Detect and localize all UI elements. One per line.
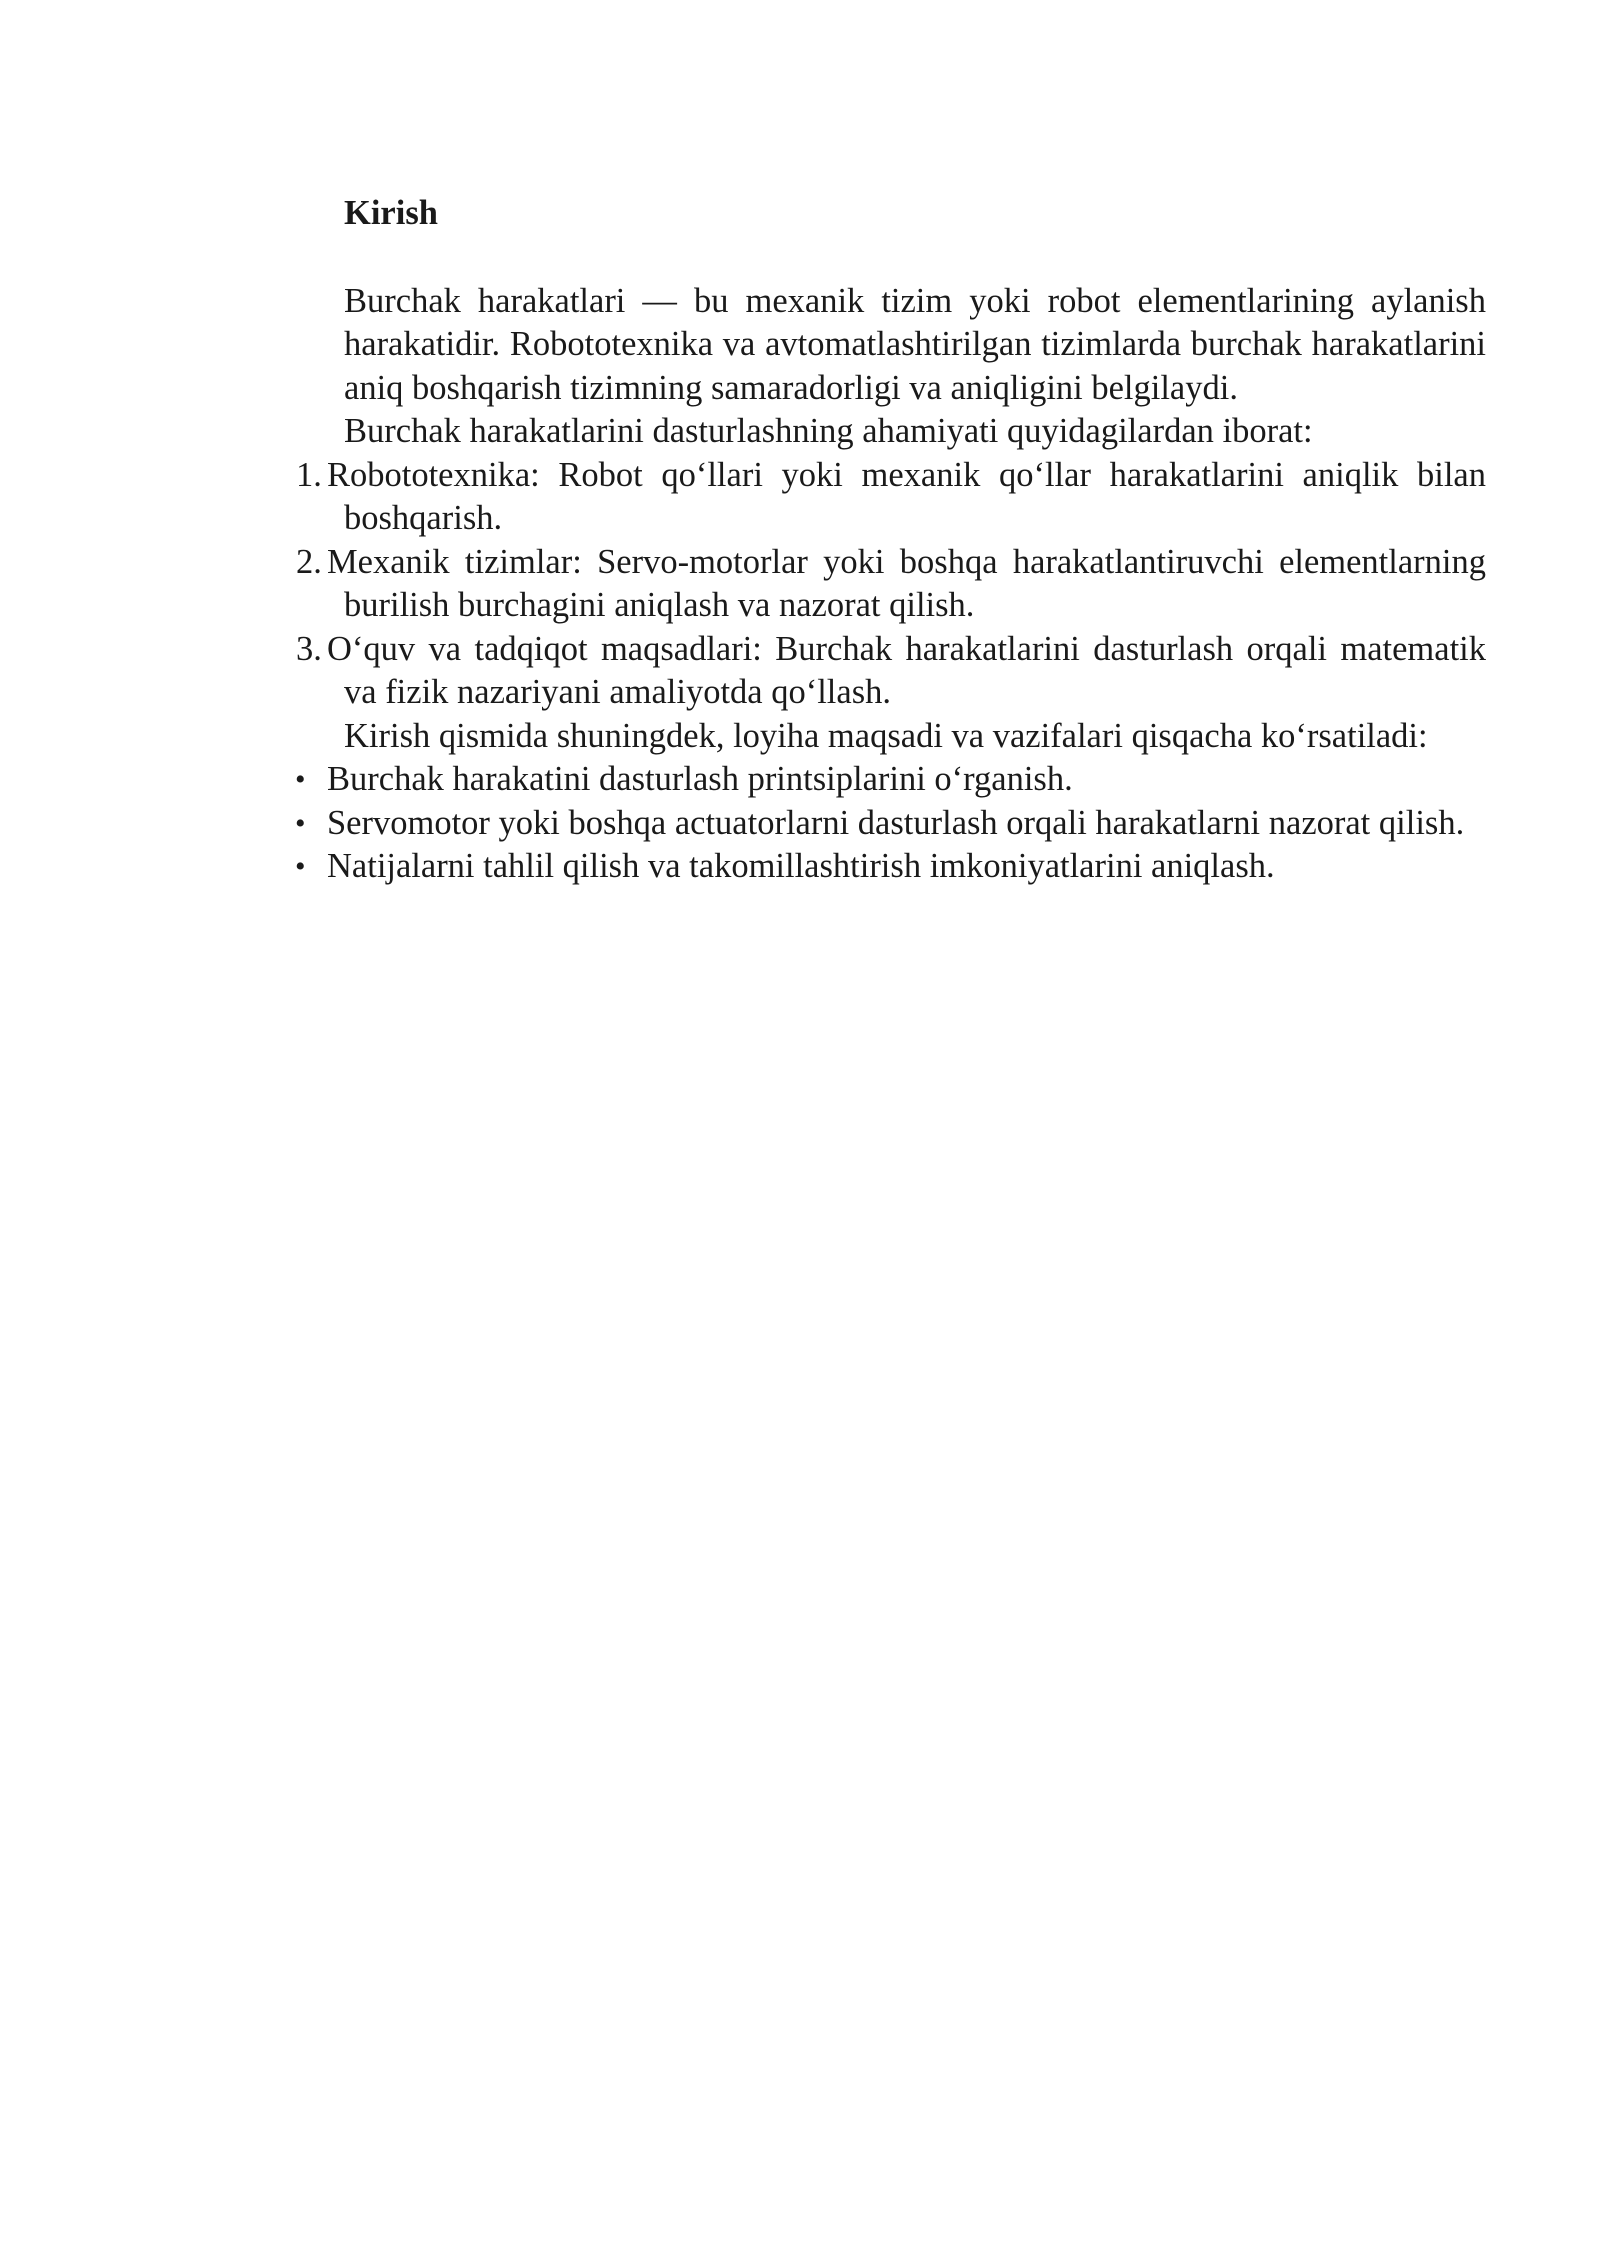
list-item [295, 845, 1486, 889]
list-item [295, 802, 1486, 846]
list-item-text: Servomotor yoki boshqa actuatorlarni dasturlash orqali harakatlarni nazorat qilish. [327, 803, 1465, 842]
list-item [296, 541, 1486, 628]
list-number: 3. [296, 629, 322, 668]
goals-intro: Kirish qismida shuningdek, loyiha maqsadi va vazifalari qisqacha ko‘rsatiladi: [344, 716, 1428, 755]
list-item-text: Natijalarni tahlil qilish va takomillashtirish imkoniyatlarini aniqlash. [327, 847, 1275, 885]
list-item [296, 628, 1486, 715]
importance-intro: Burchak harakatlarini dasturlashning ahamiyati quyidagilardan iborat: [344, 412, 1313, 450]
bullet-icon: • [295, 850, 306, 883]
bullet-icon: • [295, 806, 306, 840]
bullet-list [295, 758, 1486, 889]
bullet-icon: • [295, 763, 306, 796]
list-item [296, 454, 1486, 541]
list-item-text: Burchak harakatini dasturlash printsiplarini o‘rganish. [327, 760, 1073, 798]
list-item-text: Robototexnika: Robot qo‘llari yoki mexanik qo‘llar harakatlarini aniqlik bilan boshqarish. [327, 455, 1486, 537]
list-number: 2. [296, 542, 322, 581]
list-number: 1. [296, 455, 322, 494]
section-heading: Kirish [344, 194, 438, 232]
intro-paragraph: Burchak harakatlari — bu mexanik tizim yoki robot elementlarining aylanish harakatidir. Robototexnika va avtomatlashtirilgan tizimlarda burchak harakatlarini aniq boshqarish tizimning samaradorligi va aniqligini belgilaydi. [344, 281, 1486, 407]
document-body [295, 192, 1486, 889]
list-item [295, 758, 1486, 802]
list-item-text: O‘quv va tadqiqot maqsadlari: Burchak harakatlarini dasturlash orqali matematik va fizik nazariyani amaliyotda qo‘llash. [327, 629, 1486, 711]
numbered-list [296, 454, 1486, 715]
list-item-text: Mexanik tizimlar: Servo-motorlar yoki boshqa harakatlantiruvchi elementlarning burilish burchagini aniqlash va nazorat qilish. [327, 542, 1486, 624]
